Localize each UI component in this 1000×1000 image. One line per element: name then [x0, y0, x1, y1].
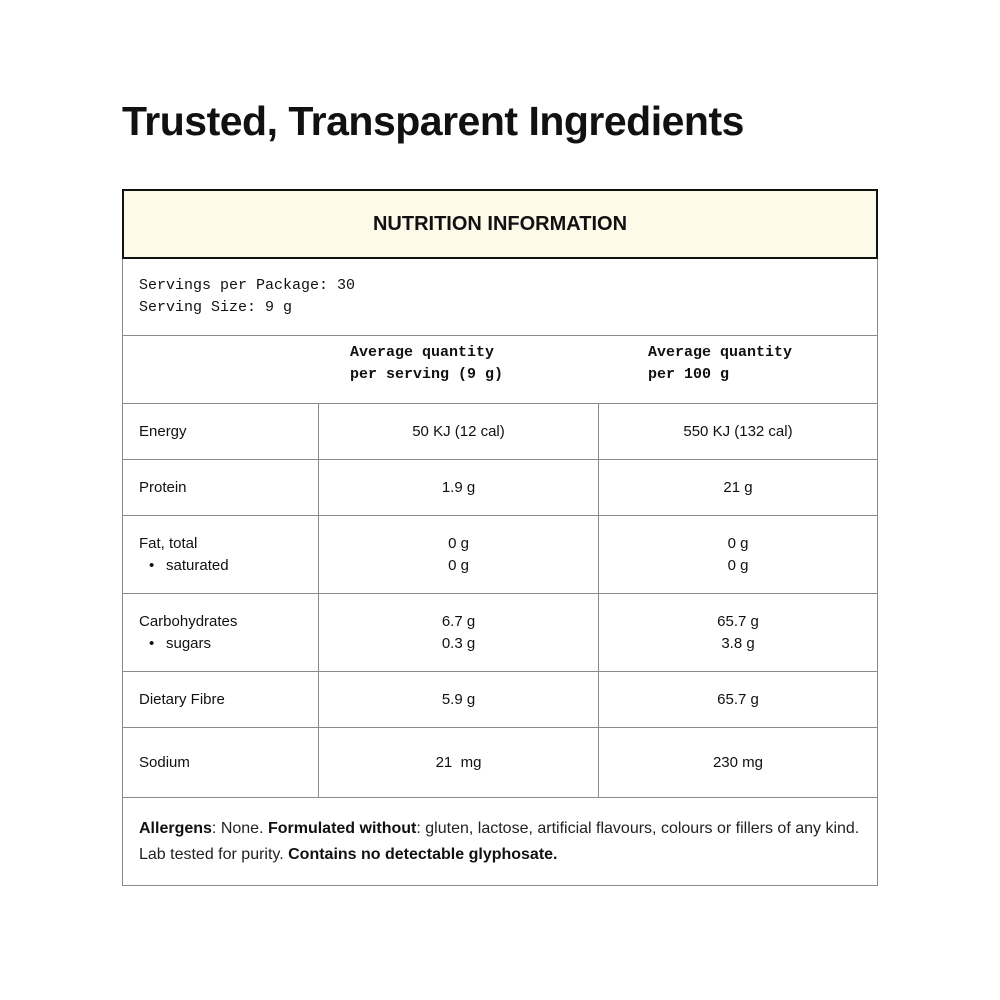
per-serving-value: 50 KJ (12 cal) — [319, 404, 599, 459]
per-100g-value: 21 g — [723, 478, 753, 496]
formulated-text: : gluten, lactose, artificial flavours, colours or fillers of any kind. Lab tested for purity. — [139, 820, 860, 863]
per-100g-cell — [599, 516, 877, 593]
nutrient-name: Fat, total — [139, 534, 198, 552]
sub-per-100g-value: 0 g — [727, 556, 749, 574]
nutrient-name-cell — [123, 516, 319, 593]
sub-nutrient-name: • saturated — [139, 555, 318, 577]
per-100g-value: 65.7 g — [717, 690, 759, 708]
column-header-per-serving — [350, 342, 503, 386]
column-header-per-100g-line1: Average quantity — [648, 344, 793, 361]
page-title: Trusted, Transparent Ingredients — [122, 98, 744, 144]
column-header-per-100g-line2: per 100 g — [648, 366, 730, 383]
servings-info — [123, 259, 877, 336]
per-serving-value: 1.9 g — [319, 460, 599, 515]
per-serving-value: 0 g — [448, 534, 469, 552]
nutrition-panel — [122, 189, 878, 886]
nutrient-name: Carbohydrates — [139, 612, 238, 630]
column-header-per-serving-line2: per serving (9 g) — [350, 366, 504, 383]
glyphosate-note: Contains no detectable glyphosate. — [288, 846, 558, 863]
allergen-note — [123, 798, 877, 885]
sub-per-serving-value: 0 g — [448, 556, 469, 574]
allergens-text: : None. — [211, 820, 268, 837]
table-row — [123, 516, 877, 594]
servings-per-package: Servings per Package: 30 — [139, 277, 356, 294]
per-100g-value: 550 KJ (132 cal) — [683, 422, 793, 440]
per-serving-value: 5.9 g — [319, 672, 599, 727]
table-row — [123, 672, 877, 728]
nutrient-name: Energy — [123, 404, 319, 459]
allergens-label: Allergens — [139, 820, 212, 837]
nutrient-name-cell — [123, 594, 319, 671]
nutrient-name: Protein — [123, 460, 319, 515]
column-header-per-100g — [648, 342, 792, 386]
serving-size: Serving Size: 9 g — [139, 299, 293, 316]
per-100g-value: 230 mg — [712, 753, 764, 771]
per-serving-cell — [319, 594, 599, 671]
table-row — [123, 460, 877, 516]
per-serving-cell — [319, 516, 599, 593]
nutrient-name: Sodium — [123, 728, 319, 797]
per-100g-value: 65.7 g — [717, 612, 759, 630]
per-100g-value: 0 g — [727, 534, 749, 552]
sub-nutrient-name: • sugars — [139, 633, 318, 655]
table-row — [123, 594, 877, 672]
sub-per-serving-value: 0.3 g — [441, 634, 476, 652]
per-serving-value: 21 mg — [319, 728, 599, 797]
per-100g-cell — [599, 594, 877, 671]
panel-header: NUTRITION INFORMATION — [122, 189, 878, 259]
formulated-label: Formulated without — [267, 820, 417, 837]
per-serving-value: 6.7 g — [441, 612, 476, 630]
table-row — [123, 404, 877, 460]
column-headers — [123, 336, 877, 404]
column-header-per-serving-line1: Average quantity — [350, 344, 495, 361]
table-row — [123, 728, 877, 798]
sub-per-100g-value: 3.8 g — [721, 634, 755, 652]
nutrient-name: Dietary Fibre — [123, 672, 319, 727]
